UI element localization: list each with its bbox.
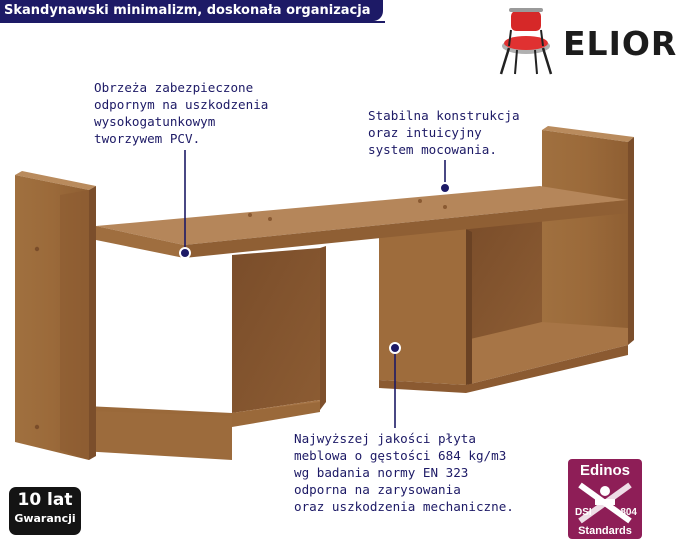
edinos-number: 804 <box>620 507 637 518</box>
banner-title: Skandynawski minimalizm, doskonała organizacja <box>4 3 371 18</box>
edinos-mark-icon <box>574 481 636 525</box>
warranty-label: Gwarancji <box>14 512 76 525</box>
warranty-badge <box>9 487 81 535</box>
callout-construction-text: Stabilna konstrukcja oraz intuicyjny system mocowania. <box>368 108 520 157</box>
edinos-dsi: DSI <box>575 507 592 518</box>
edinos-standards: Standards <box>578 525 632 537</box>
warranty-years: 10 lat <box>17 490 73 510</box>
callout-edge-text: Obrzeża zabezpieczone odpornym na uszkodzenia wysokogatunkowym tworzywem PCV. <box>94 80 269 146</box>
left-side-panel <box>15 171 96 460</box>
left-cube <box>64 246 326 460</box>
callout-board-text: Najwyższej jakości płyta meblowa o gęstości 684 kg/m3 wg badania normy EN 323 odporna na zarysowania oraz uszkodzenia mechaniczne. <box>294 431 514 514</box>
edinos-brand: Edinos <box>579 462 630 479</box>
chair-icon <box>495 8 557 78</box>
brand-name: ELIOR <box>563 24 677 63</box>
callout-construction-marker <box>440 160 450 193</box>
edinos-badge <box>568 459 642 539</box>
right-side-panel <box>542 126 634 345</box>
